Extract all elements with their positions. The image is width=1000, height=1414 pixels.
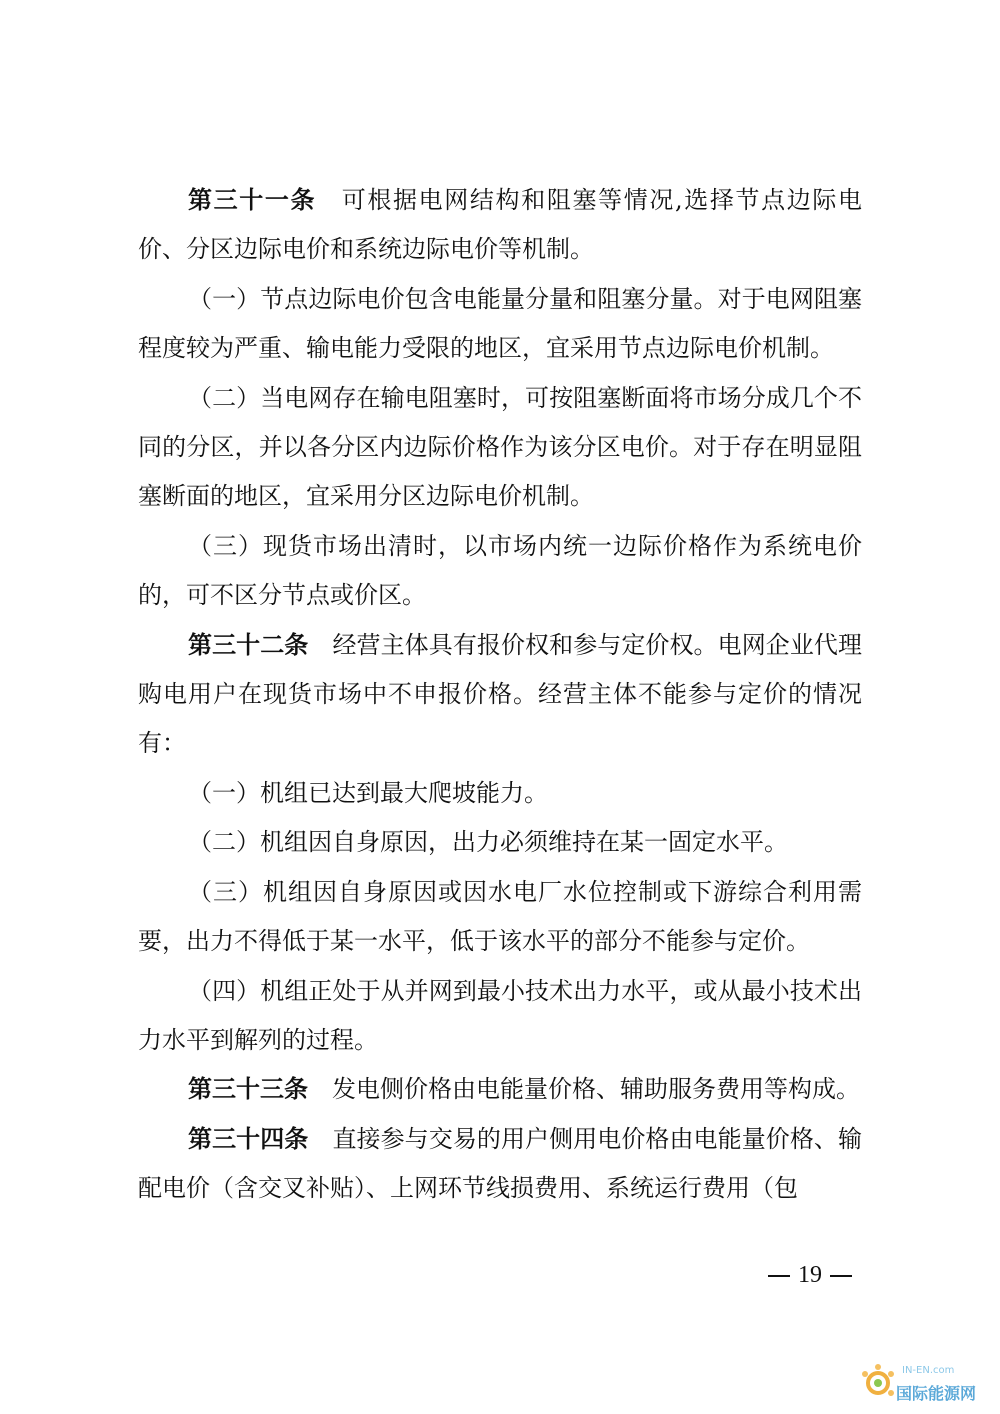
paragraph-text: （四）机组正处于从并网到最小技术出力水平，或从最小技术出力水平到解列的过程。 — [138, 976, 862, 1054]
paragraph-text: 发电侧价格由电能量价格、辅助服务费用等构成。 — [308, 1075, 860, 1104]
paragraph-item — [138, 967, 862, 1066]
watermark-domain: IN-EN.com — [902, 1365, 955, 1376]
sunflower-icon — [858, 1357, 898, 1405]
paragraph-item — [138, 769, 862, 818]
dash-left — [768, 1275, 790, 1277]
paragraph-item — [138, 818, 862, 867]
paragraph-item — [138, 868, 862, 967]
paragraph-text: 经营主体具有报价权和参与定价权。电网企业代理购电用户在现货市场中不申报价格。经营主体不能参与定价的情况有： — [138, 630, 863, 758]
article-heading: 第三十三条 — [188, 1075, 308, 1104]
paragraph-text: （三）机组因自身原因或因水电厂水位控制或下游综合利用需要，出力不得低于某一水平，低于该水平的部分不能参与定价。 — [138, 877, 862, 956]
article-heading: 第三十二条 — [188, 630, 309, 659]
paragraph-article-33 — [138, 1065, 862, 1114]
paragraph-text: （一）节点边际电价包含电能量分量和阻塞分量。对于电网阻塞程度较为严重、输电能力受限的地区，宜采用节点边际电价机制。 — [138, 284, 862, 363]
watermark-logo — [858, 1357, 988, 1405]
paragraph-text: （三）现货市场出清时，以市场内统一边际价格作为系统电价的，可不区分节点或价区。 — [138, 531, 862, 610]
paragraph-text: 直接参与交易的用户侧用电价格由电能量价格、输配电价（含交叉补贴）、上网环节线损费用、系统运行费用（包 — [138, 1124, 863, 1203]
paragraph-article-31 — [138, 176, 862, 275]
paragraph-item — [138, 275, 862, 374]
paragraph-article-34 — [138, 1115, 862, 1214]
article-heading: 第三十一条 — [188, 186, 317, 214]
paragraph-article-32 — [138, 621, 862, 769]
page-number-value: 19 — [798, 1262, 822, 1288]
watermark-brand: 国际能源网 — [896, 1384, 977, 1403]
paragraph-item — [138, 522, 862, 621]
paragraph-text: 可根据电网结构和阻塞等情况,选择节点边际电价、分区边际电价和系统边际电价等机制。 — [138, 186, 862, 264]
page-number — [760, 1262, 860, 1289]
dash-right — [830, 1275, 852, 1277]
article-heading: 第三十四条 — [188, 1124, 309, 1153]
paragraph-text: （二）当电网存在输电阻塞时，可按阻塞断面将市场分成几个不同的分区，并以各分区内边际价格作为该分区电价。对于存在明显阻塞断面的地区，宜采用分区边际电价机制。 — [138, 383, 862, 511]
paragraph-item — [138, 374, 862, 522]
document-body — [138, 176, 862, 1214]
paragraph-text: （一）机组已达到最大爬坡能力。 — [188, 778, 548, 807]
paragraph-text: （二）机组因自身原因，出力必须维持在某一固定水平。 — [188, 828, 788, 857]
